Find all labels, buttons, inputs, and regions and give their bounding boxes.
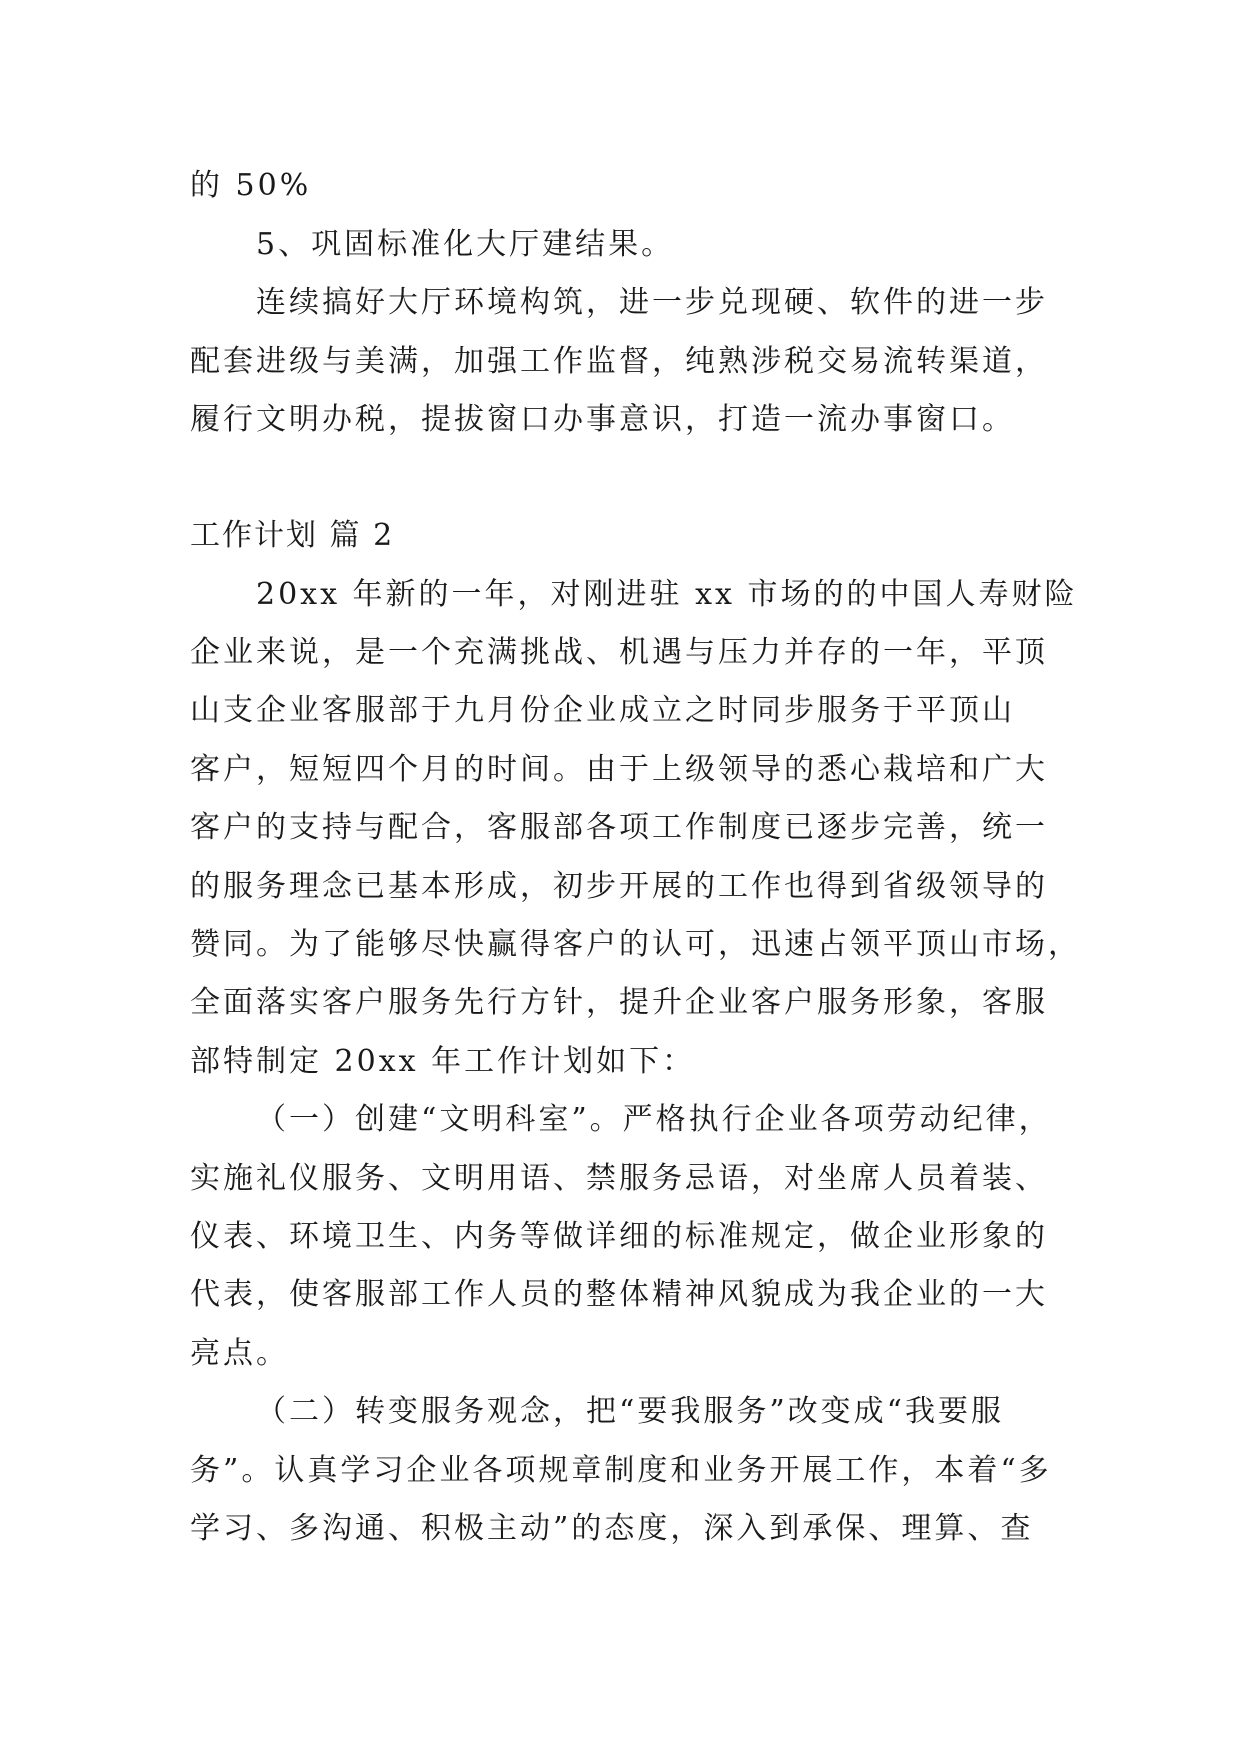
- paragraph-line: 代表，使客服部工作人员的整体精神风貌成为我企业的一大: [190, 1277, 1048, 1312]
- paragraph-line: 实施礼仪服务、文明用语、禁服务忌语，对坐席人员着装、: [190, 1161, 1048, 1196]
- paragraph-line: （二）转变服务观念，把“要我服务”改变成“我要服: [256, 1394, 1005, 1429]
- paragraph-line: 客户，短短四个月的时间。由于上级领导的悉心栽培和广大: [190, 752, 1048, 787]
- paragraph-line: 仪表、环境卫生、内务等做详细的标准规定，做企业形象的: [190, 1219, 1048, 1254]
- paragraph-line: 客户的支持与配合，客服部各项工作制度已逐步完善，统一: [190, 810, 1048, 845]
- paragraph-line: 山支企业客服部于九月份企业成立之时同步服务于平顶山: [190, 693, 1015, 728]
- text-line: 的 50%: [190, 168, 312, 203]
- paragraph-line: 连续搞好大厅环境构筑，进一步兑现硬、软件的进一步: [256, 285, 1048, 320]
- paragraph-line: 20xx 年新的一年，对刚进驻 xx 市场的的中国人寿财险: [256, 577, 1078, 612]
- paragraph-line: 部特制定 20xx 年工作计划如下：: [190, 1044, 696, 1079]
- paragraph-line: 履行文明办税，提拔窗口办事意识，打造一流办事窗口。: [190, 402, 1015, 437]
- paragraph-line: 配套进级与美满，加强工作监督，纯熟涉税交易流转渠道，: [190, 344, 1048, 379]
- paragraph-line: 务”。认真学习企业各项规章制度和业务开展工作，本着“多: [190, 1453, 1052, 1488]
- paragraph-line: （一）创建“文明科室”。严格执行企业各项劳动纪律，: [256, 1102, 1052, 1137]
- list-item-heading: 5、巩固标准化大厅建结果。: [256, 227, 675, 262]
- paragraph-line: 的服务理念已基本形成，初步开展的工作也得到省级领导的: [190, 869, 1048, 904]
- paragraph-line: 赞同。为了能够尽快赢得客户的认可，迅速占领平顶山市场，: [190, 927, 1081, 962]
- paragraph-line: 企业来说，是一个充满挑战、机遇与压力并存的一年，平顶: [190, 635, 1048, 670]
- paragraph-line: 学习、多沟通、积极主动”的态度，深入到承保、理算、查: [190, 1511, 1034, 1546]
- paragraph-line: 亮点。: [190, 1336, 289, 1371]
- paragraph-line: 全面落实客户服务先行方针，提升企业客户服务形象，客服: [190, 985, 1048, 1020]
- section-heading: 工作计划 篇 2: [190, 518, 395, 553]
